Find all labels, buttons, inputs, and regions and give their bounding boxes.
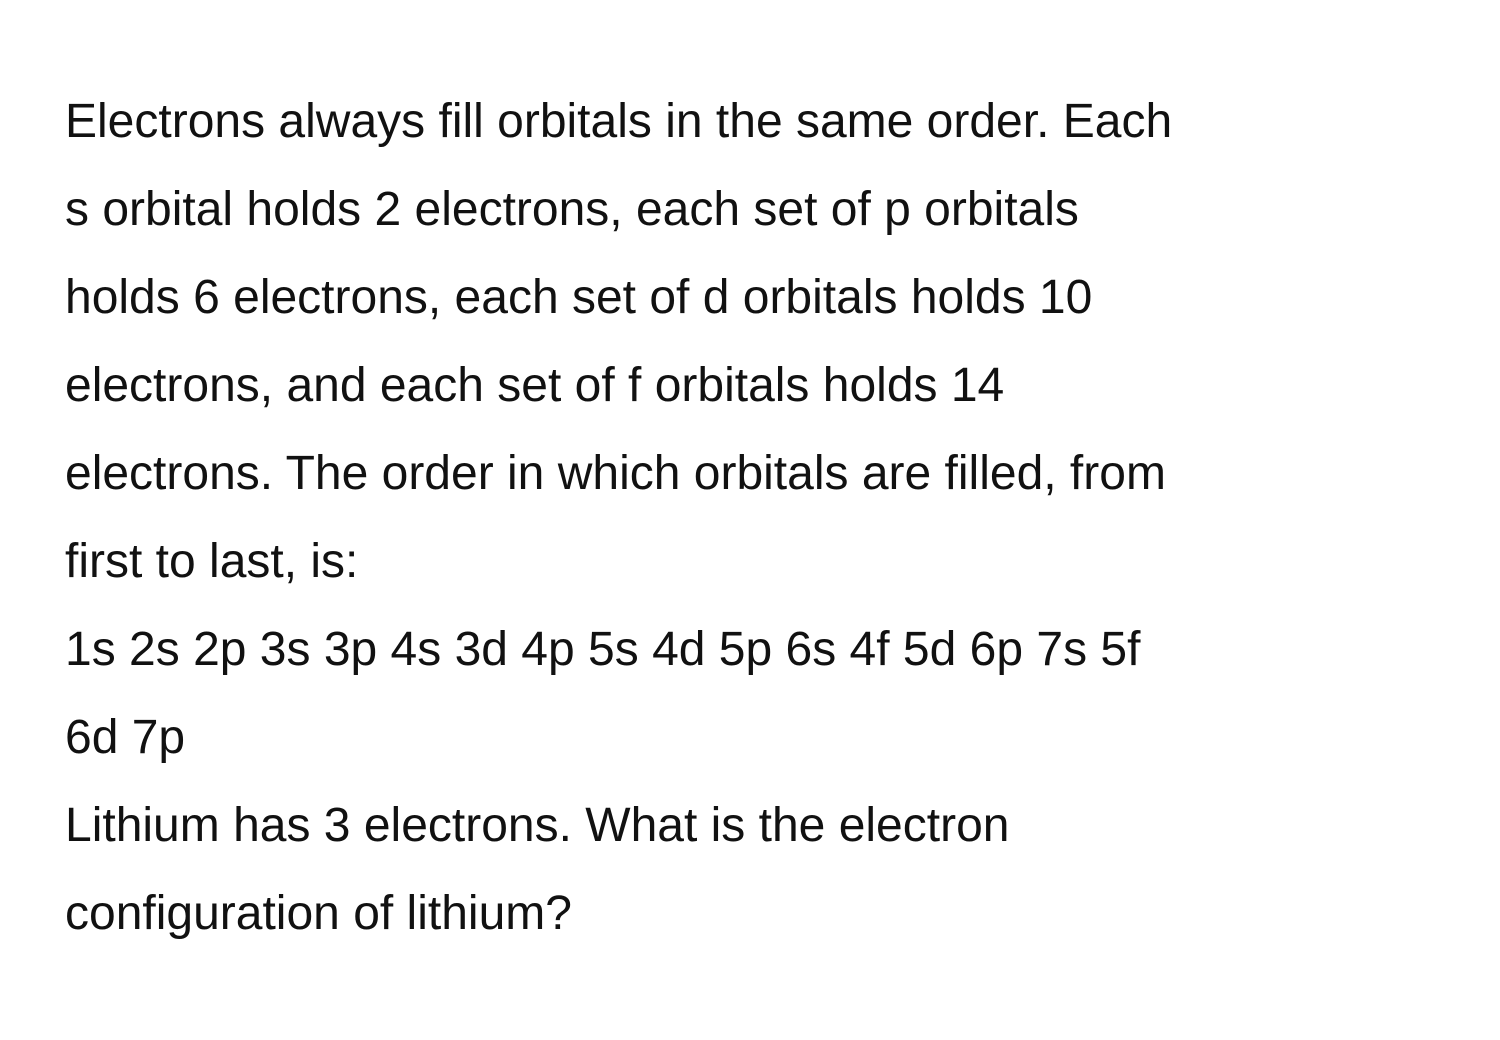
question-line: electrons. The order in which orbitals are filled, from — [65, 447, 1166, 500]
question-prompt-line: configuration of lithium? — [65, 887, 572, 940]
question-line: electrons, and each set of f orbitals holds 14 — [65, 359, 1005, 412]
orbital-order-line: 6d 7p — [65, 711, 186, 764]
question-line: first to last, is: — [65, 535, 359, 588]
question-line: holds 6 electrons, each set of d orbitals holds 10 — [65, 271, 1093, 324]
question-prompt-line: Lithium has 3 electrons. What is the electron — [65, 799, 1010, 852]
question-line: Electrons always fill orbitals in the same order. Each — [65, 95, 1173, 148]
question-line: s orbital holds 2 electrons, each set of p orbitals — [65, 183, 1079, 236]
orbital-order-line: 1s 2s 2p 3s 3p 4s 3d 4p 5s 4d 5p 6s 4f 5d 6p 7s 5f — [65, 623, 1141, 676]
question-text — [65, 78, 1445, 958]
